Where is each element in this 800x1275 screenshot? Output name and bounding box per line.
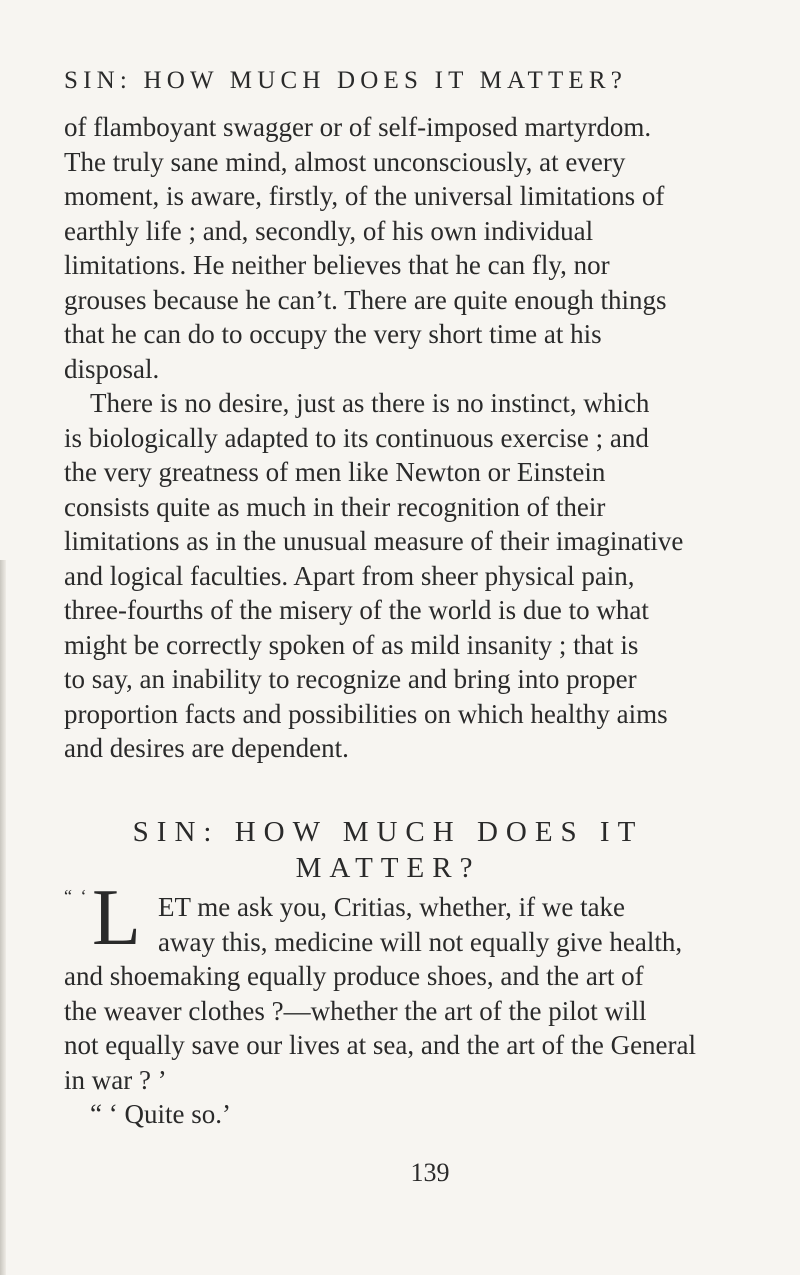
paragraph-2 xyxy=(64,386,712,766)
text-line: and logical faculties. Apart from sheer physical pain, xyxy=(64,560,635,591)
running-head: SIN: HOW MUCH DOES IT MATTER? xyxy=(64,67,628,94)
text-line: not equally save our lives at sea, and the art of the General xyxy=(64,1030,697,1060)
text-line: away this, medicine will not equally give health, xyxy=(158,926,683,957)
drop-cap: L xyxy=(92,874,141,962)
text-line: grouses because he can’t. There are quite enough things xyxy=(64,284,667,315)
text-line: and shoemaking equally produce shoes, and the art of xyxy=(64,961,644,991)
section-body xyxy=(64,874,712,1132)
text-line: in war ? ’ xyxy=(64,1064,167,1095)
text-line: disposal. xyxy=(64,353,160,384)
text-line: to say, an inability to recognize and bring into proper xyxy=(64,664,637,694)
text-line: There is no desire, just as there is no instinct, which xyxy=(90,388,650,418)
text-line: the weaver clothes ?—whether the art of the pilot will xyxy=(64,995,647,1026)
text-line: consists quite as much in their recognition of their xyxy=(64,491,606,522)
open-quote-mark: “ ‘ xyxy=(64,886,89,906)
page-edge-shadow xyxy=(0,560,6,1275)
text-line: limitations. He neither believes that he can fly, nor xyxy=(64,250,610,280)
text-line: limitations as in the unusual measure of their imaginative xyxy=(64,526,684,556)
text-line: ET me ask you, Critias, whether, if we take xyxy=(158,892,626,922)
page-number: 139 xyxy=(410,1158,450,1187)
reply-line: “ ‘ Quite so.’ xyxy=(90,1099,231,1129)
section-title xyxy=(64,814,712,886)
section-title-line: MATTER? xyxy=(295,852,481,884)
text-line: and desires are dependent. xyxy=(64,733,349,763)
text-line: proportion facts and possibilities on which healthy aims xyxy=(64,698,668,729)
text-line: three-fourths of the misery of the world is due to what xyxy=(64,595,649,625)
text-line: might be correctly spoken of as mild insanity ; that is xyxy=(64,629,639,660)
text-line: The truly sane mind, almost unconsciously, at every xyxy=(64,146,626,177)
text-line: moment, is aware, firstly, of the universal limitations of xyxy=(64,181,665,211)
body-text xyxy=(64,110,712,766)
text-line: that he can do to occupy the very short time at his xyxy=(64,319,602,349)
text-line: is biologically adapted to its continuous exercise ; and xyxy=(64,422,649,453)
paragraph-1 xyxy=(64,110,712,386)
text-line: the very greatness of men like Newton or Einstein xyxy=(64,457,606,487)
section-title-line: SIN: HOW MUCH DOES IT xyxy=(132,816,644,848)
text-line: of flamboyant swagger or of self-imposed martyrdom. xyxy=(64,112,652,142)
text-line: earthly life ; and, secondly, of his own individual xyxy=(64,215,594,246)
